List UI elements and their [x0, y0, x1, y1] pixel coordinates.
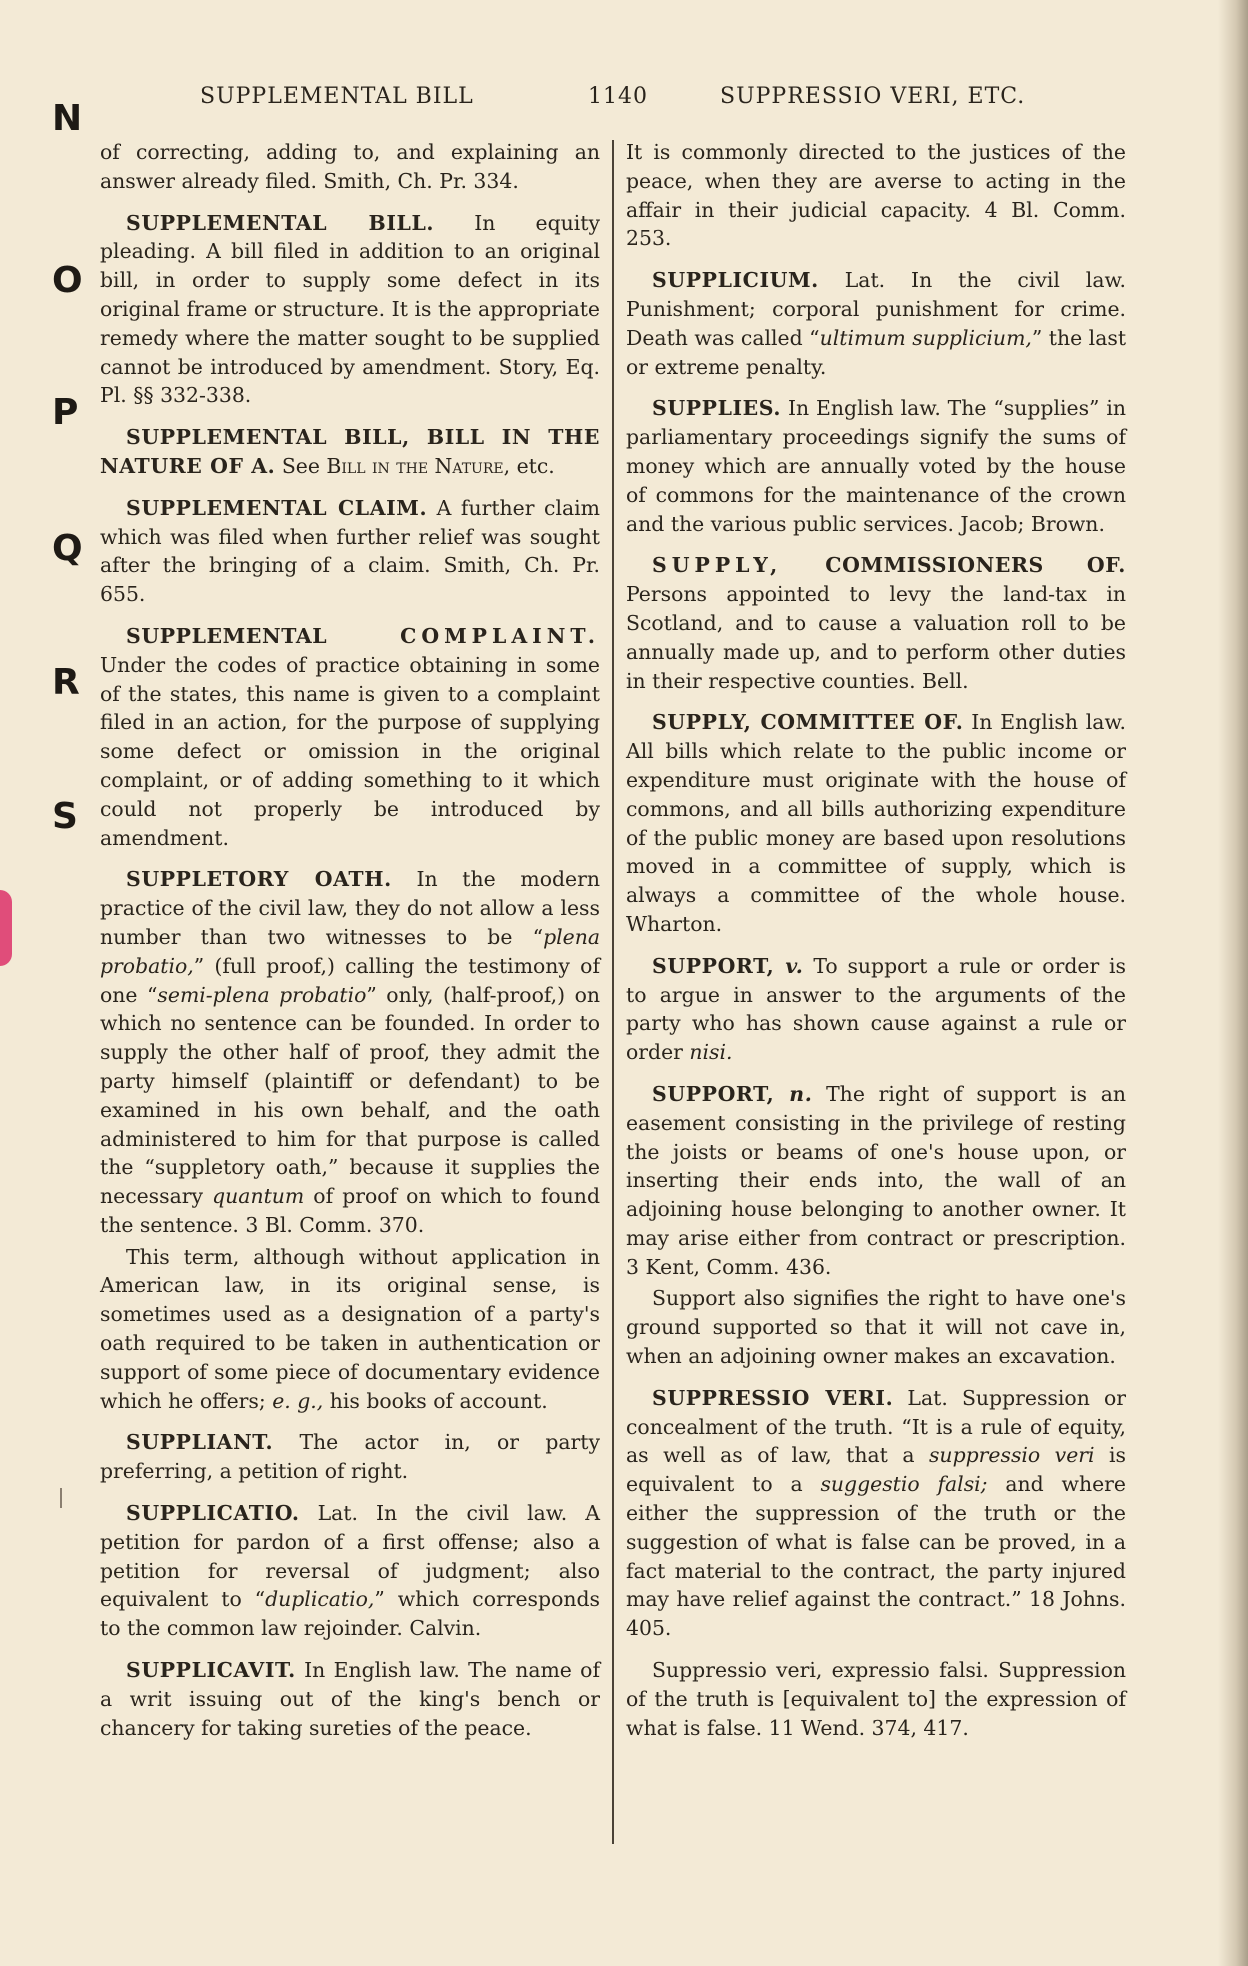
entry-supplicium: SUPPLICIUM. Lat. In the civil law. Punishment; corporal punishment for crime. Death was called “ultimum supplicium,” the last or extreme penalty. [626, 268, 1127, 379]
thumb-index-letter: N [52, 98, 83, 139]
entry-continuation: It is commonly directed to the justices of the peace, when they are averse to acting in the affair in their judicial capacity. 4 Bl. Comm. 253. [626, 140, 1126, 251]
thumb-index-letter: P [52, 392, 79, 433]
header-right: SUPPRESSIO VERI, ETC. [720, 84, 1026, 109]
index-tab-marker [0, 890, 12, 966]
entry-support-verb: SUPPORT, v. To support a rule or order is to argue in answer to the arguments of the party who has shown cause against a rule or order nisi. [626, 953, 1127, 1065]
entry-supplemental-claim: SUPPLEMENTAL CLAIM. A further claim which was filed when further relief was sought after the bringing of a claim. Smith, Ch. Pr. 655. [100, 495, 600, 607]
page-edge-shadow [1218, 0, 1248, 1966]
headword: SUPPLEMENTAL BILL, BILL IN THE NATURE OF A. [100, 425, 600, 478]
entry-suppletory-oath-note: This term, although without application in American law, in its original sense, is sometimes used as a designation of a party's oath required to be taken in authentication or support of some piece of documentary evidence which he offers; e. g., his books of account. [100, 1244, 600, 1413]
headword: SUPPLIANT. [126, 1430, 274, 1455]
entry-continuation: of correcting, adding to, and explaining an answer already filed. Smith, Ch. Pr. 334. [100, 140, 600, 193]
entry-supplies: SUPPLIES. In English law. The “supplies” in parliamentary proceedings signify the sums of money which are annually voted by the house of commons for the maintenance of the crown and the various public services. Jacob; Brown. [626, 396, 1126, 536]
headword: SUPPLEMENTAL [126, 623, 401, 648]
headword: SUPPLIES. [652, 396, 782, 421]
headword: SUPPLICAVIT. [126, 1658, 296, 1683]
entry-supplemental-bill-nature: SUPPLEMENTAL BILL, BILL IN THE NATURE OF A. See Bill in the Nature, etc. [100, 425, 600, 478]
running-header [200, 84, 1060, 118]
entry-suppletory-oath: SUPPLETORY OATH. In the modern practice of the civil law, they do not allow a less number than two witnesses to be “plena probatio,” (full proof,) calling the testimony of one “semi-plena probatio” only, (half-proof,) on which no sentence can be founded. In order to supply the other half of proof, they admit the party himself (plaintiff or defendant) to be examined in his own behalf, and the oath administered to him for that purpose is called the “suppletory oath,” because it supplies the necessary quantum of proof on which to found the sentence. 3 Bl. Comm. 370. [100, 867, 601, 1237]
left-column [100, 138, 600, 1755]
headword: SUPPLICIUM. [652, 268, 819, 293]
headword: SUPPLICATIO. [126, 1501, 300, 1526]
entry-supplemental-complaint: SUPPLEMENTAL COMPLAINT. Under the codes of practice obtaining in some of the states, this name is given to a complaint filed in an action, for the purpose of supplying some defect or omission in the original complaint, or of adding something to it which could not properly be introduced by amendment. [100, 623, 600, 850]
entry-suppliant: SUPPLIANT. The actor in, or party preferring, a petition of right. [100, 1430, 600, 1484]
page-number: 1140 [588, 84, 648, 109]
entry-supply-commissioners: SUPPLY, COMMISSIONERS OF. Persons appointed to levy the land-tax in Scotland, and to cause a valuation roll to be annually made up, and to perform other duties in their respective counties. Bell. [626, 553, 1126, 693]
headword: COMMISSIONERS OF. [782, 553, 1126, 578]
thumb-index-letter: S [52, 796, 78, 837]
thumb-index-letter: Q [52, 528, 83, 569]
entry-suppressio-veri: SUPPRESSIO VERI. Lat. Suppression or concealment of the truth. “It is a rule of equity, as well as of law, that a suppressio veri is equivalent to a suggestio falsi; and where either the suppression of the truth or the suggestion of what is false can be proved, in a fact material to the contract, the party injured may have relief against the contract.” 18 Johns. 405. [626, 1385, 1127, 1641]
headword: SUPPORT, [652, 1081, 790, 1106]
thumb-index-letter: R [52, 662, 80, 703]
margin-mark [60, 1488, 62, 1508]
column-divider [612, 140, 614, 1844]
cross-reference: Bill in the Nature [326, 453, 504, 478]
entry-support-note: Support also signifies the right to have one's ground supported so that it will not cave in, when an adjoining owner makes an excavation. [626, 1286, 1126, 1369]
thumb-index-letter: O [52, 260, 83, 301]
entry-support-noun: SUPPORT, n. The right of support is an easement consisting in the privilege of resting the joists or beams of one's house upon, or inserting their ends into, the wall of an adjoining house belonging to another owner. It may arise either from contract or prescription. 3 Kent, Comm. 436. [626, 1081, 1126, 1279]
headword: SUPPLY, [652, 553, 783, 578]
headword: SUPPORT, [652, 953, 786, 978]
entry-supplemental-bill: SUPPLEMENTAL BILL. In equity pleading. A bill filed in addition to an original bill, in order to supply some defect in its original frame or structure. It is the appropriate remedy where the matter sought to be supplied cannot be introduced by amendment. Story, Eq. Pl. §§ 332-338. [100, 210, 601, 408]
headword: SUPPLY, COMMITTEE OF. [652, 710, 964, 735]
headword: SUPPLETORY OATH. [126, 867, 392, 892]
entry-supplicatio: SUPPLICATIO. Lat. In the civil law. A petition for pardon of a first offense; also a petition for reversal of judgment; also equivalent to “duplicatio,” which corresponds to the common law rejoinder. Calvin. [100, 1501, 600, 1641]
entry-suppressio-veri-expressio: Suppressio veri, expressio falsi. Suppression of the truth is [equivalent to] the expression of what is false. 11 Wend. 374, 417. [626, 1658, 1126, 1740]
entry-supply-committee: SUPPLY, COMMITTEE OF. In English law. All bills which relate to the public income or expenditure must originate with the house of commons, and all bills authorizing expenditure of the public money are based upon resolutions moved in a committee of supply, which is always a committee of the whole house. Wharton. [626, 710, 1126, 936]
headword: SUPPRESSIO VERI. [652, 1385, 894, 1410]
headword: COMPLAINT. [400, 623, 600, 648]
entry-supplicavit: SUPPLICAVIT. In English law. The name of a writ issuing out of the king's bench or chancery for taking sureties of the peace. [100, 1658, 600, 1740]
header-left: SUPPLEMENTAL BILL [200, 84, 474, 109]
right-column [626, 138, 1126, 1755]
headword: SUPPLEMENTAL BILL. [126, 210, 435, 235]
headword: SUPPLEMENTAL CLAIM. [126, 495, 428, 520]
